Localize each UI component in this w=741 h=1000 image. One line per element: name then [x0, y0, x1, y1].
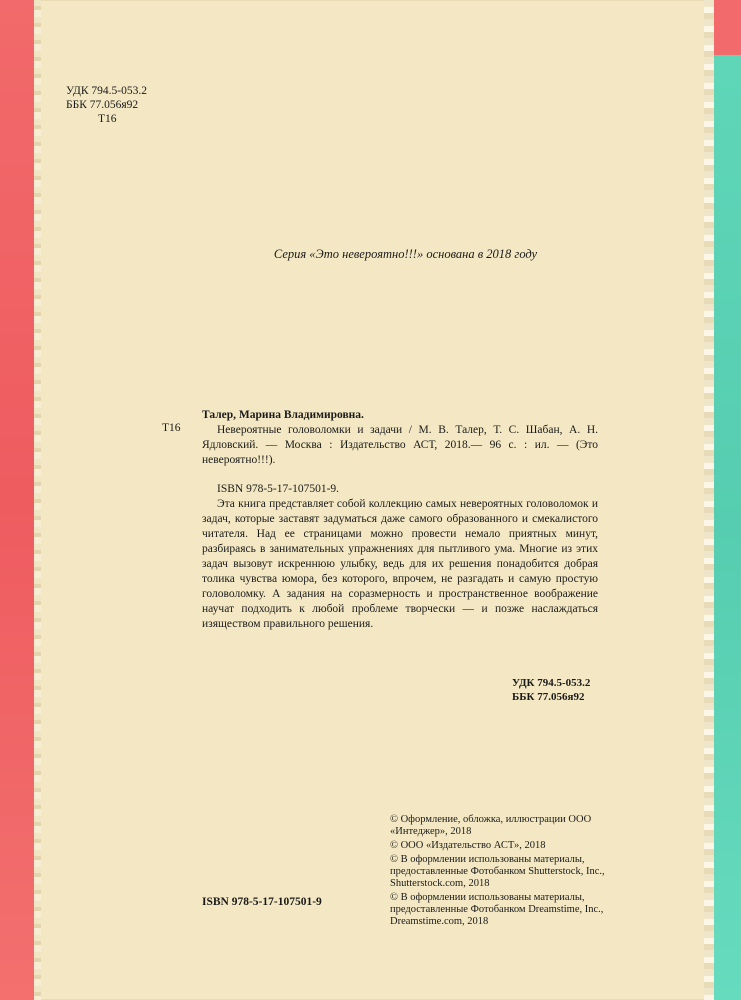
card-annotation: Эта книга представляет собой коллекцию самых невероятных головоломок и задач, которые заставят задуматься даже самого образованного и смекалистого читателя. Над ее страницами можно провести немало приятных минут, разбираясь в занимательных упражнениях для пытливого ума. Многие из этих задач вызовут искреннюю улыбку, ведь для их решения понадобится добрая толика чувства юмора, без которого, впрочем, не разгадать и самую простую головоломку. А задания на соразмерность и пространственное воображение научат подходить к любой проблеме творчески — и позже наслаждаться изяществом правильного решения.: [202, 498, 598, 630]
author-mark: Т16: [98, 113, 117, 125]
copyright-line: © Оформление, обложка, иллюстрации ООО «Интеджер», 2018: [390, 814, 592, 837]
series-note: Серия «Это невероятно!!!» основана в 2018 году: [273, 247, 538, 261]
card-isbn: ISBN 978-5-17-107501-9.: [217, 483, 340, 495]
copyright-line: © В оформлении использованы материалы, предоставленные Фотобанком Dreamstime, Inc., Dreamstime.com, 2018: [390, 892, 604, 927]
udk-code-bottom: УДК 794.5-053.2: [512, 677, 591, 689]
copyright-line: © ООО «Издательство АСТ», 2018: [390, 840, 546, 851]
bibliographic-card: [202, 408, 598, 632]
card-title-line: Невероятные головоломки и задачи / М. В. Талер, Т. С. Шабан, А. Н. Ядловский. — Москва : Издательство АСТ, 2018.— 96 с. : ил. — (Это невероятно!!!).: [202, 424, 598, 466]
udk-code: УДК 794.5-053.2: [66, 85, 147, 97]
copyright-block: [390, 814, 610, 930]
copyright-line: © В оформлении использованы материалы, предоставленные Фотобанком Shutterstock, Inc., Shutterstock.com, 2018: [390, 854, 605, 889]
bbk-code: ББК 77.056я92: [66, 99, 139, 111]
card-author-mark: Т16: [162, 422, 181, 434]
isbn-bottom: ISBN 978-5-17-107501-9: [202, 896, 322, 908]
classification-block-bottom: [512, 676, 590, 704]
card-author: Талер, Марина Владимировна.: [202, 409, 364, 421]
bbk-code-bottom: ББК 77.056я92: [512, 691, 585, 703]
paper-torn-edge-left: [34, 0, 41, 1000]
classification-block-top: [66, 84, 147, 126]
paper-torn-edge-right: [704, 0, 714, 1000]
